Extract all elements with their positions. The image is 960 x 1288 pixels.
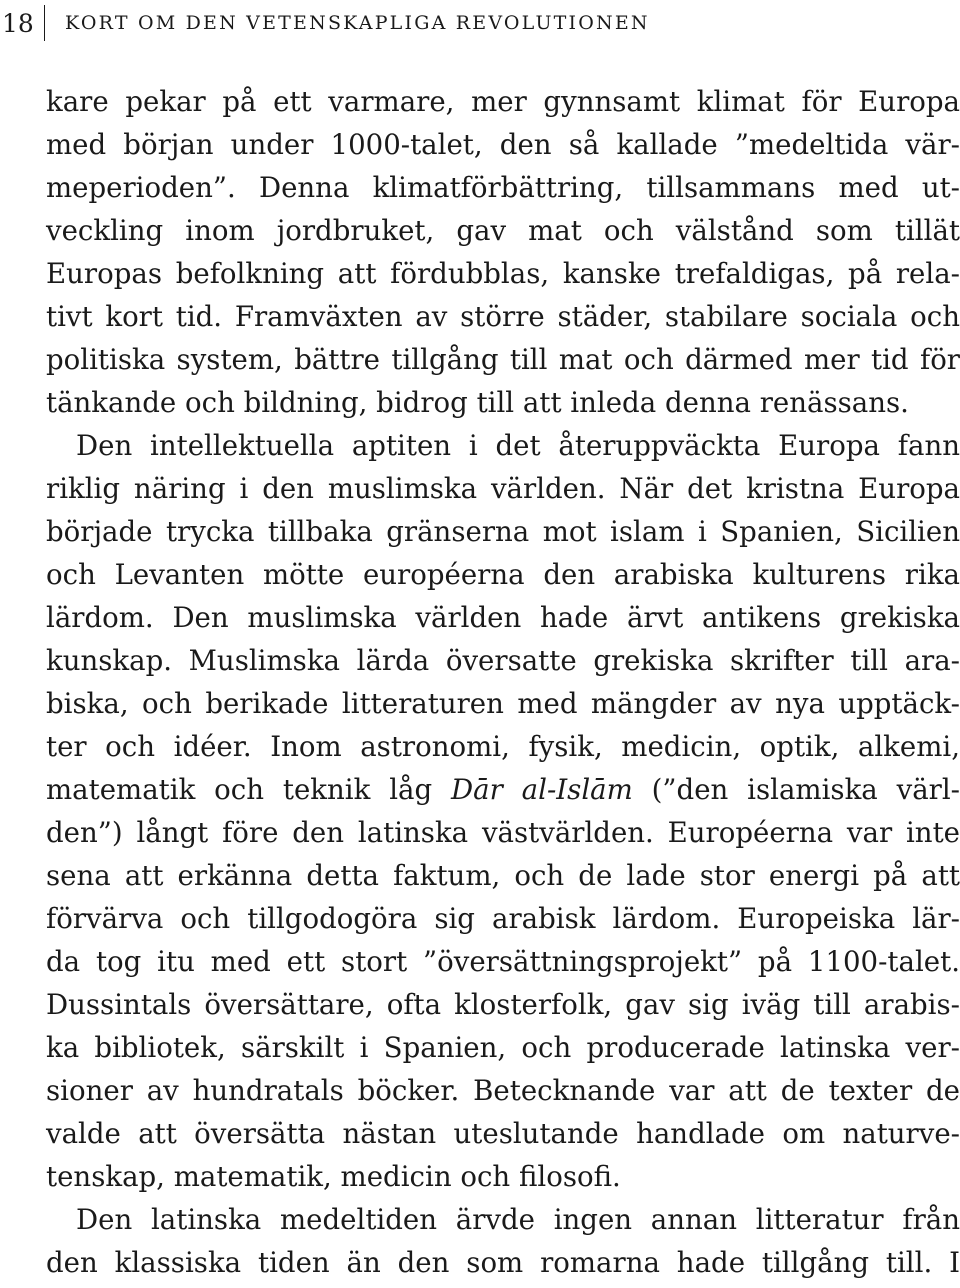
text-line: lärdom. Den muslimska världen hade ärvt antikens grekiska	[46, 601, 960, 634]
text-line: veckling inom jordbruket, gav mat och välstånd som tillät	[46, 214, 960, 247]
text-line: Den latinska medeltiden ärvde ingen annan litteratur från	[76, 1203, 960, 1236]
text-segment: matematik och teknik låg	[46, 773, 452, 806]
text-line: politiska system, bättre tillgång till mat och därmed mer tid för	[46, 343, 960, 376]
text-line: sena att erkänna detta faktum, och de lade stor energi på att	[46, 859, 960, 892]
text-line: ka bibliotek, särskilt i Spanien, och producerade latinska ver-	[46, 1031, 960, 1064]
header-divider	[44, 5, 45, 41]
text-line: valde att översätta nästan uteslutande handlade om naturve-	[46, 1117, 960, 1150]
text-line: förvärva och tillgodogöra sig arabisk lärdom. Europeiska lär-	[46, 902, 960, 935]
text-line: Dussintals översättare, ofta klosterfolk, gav sig iväg till arabis-	[46, 988, 960, 1021]
text-line: med början under 1000-talet, den så kallade ”medeltida vär-	[46, 128, 960, 161]
text-line: Europas befolkning att fördubblas, kanske trefaldigas, på rela-	[46, 257, 960, 290]
text-line	[46, 768, 960, 811]
text-line: och Levanten mötte européerna den arabiska kulturens rika	[46, 558, 960, 591]
text-line: da tog itu med ett stort ”översättningsprojekt” på 1100-talet.	[46, 945, 960, 978]
text-segment: (”den islamiska värl-	[632, 773, 960, 806]
text-line: den klassiska tiden än den som romarna hade tillgång till. I	[46, 1246, 960, 1279]
text-line: kare pekar på ett varmare, mer gynnsamt klimat för Europa	[46, 85, 960, 118]
running-head	[0, 6, 960, 40]
text-line: tivt kort tid. Framväxten av större städer, stabilare sociala och	[46, 300, 960, 333]
text-line: tenskap, matematik, medicin och filosofi.	[46, 1160, 621, 1193]
text-line: biska, och berikade litteraturen med mängder av nya upptäck-	[46, 687, 960, 720]
text-line: sioner av hundratals böcker. Betecknande var att de texter de	[46, 1074, 960, 1107]
text-line: kunskap. Muslimska lärda översatte grekiska skrifter till ara-	[46, 644, 960, 677]
running-title: KORT OM DEN VETENSKAPLIGA REVOLUTIONEN	[65, 12, 650, 34]
text-line: ter och idéer. Inom astronomi, fysik, medicin, optik, alkemi,	[46, 730, 960, 763]
text-line: började trycka tillbaka gränserna mot islam i Spanien, Sicilien	[46, 515, 960, 548]
text-line: den”) långt före den latinska västvärlden. Européerna var inte	[46, 816, 960, 849]
text-line: tänkande och bildning, bidrog till att inleda denna renässans.	[46, 386, 909, 419]
text-line: riklig näring i den muslimska världen. När det kristna Europa	[46, 472, 960, 505]
italic-term: Dār al-Islām	[451, 773, 633, 806]
text-line: Den intellektuella aptiten i det återuppväckta Europa fann	[76, 429, 960, 462]
text-line: meperioden”. Denna klimatförbättring, tillsammans med ut-	[46, 171, 960, 204]
page-number: 18	[2, 8, 34, 38]
body-text	[46, 80, 960, 1284]
